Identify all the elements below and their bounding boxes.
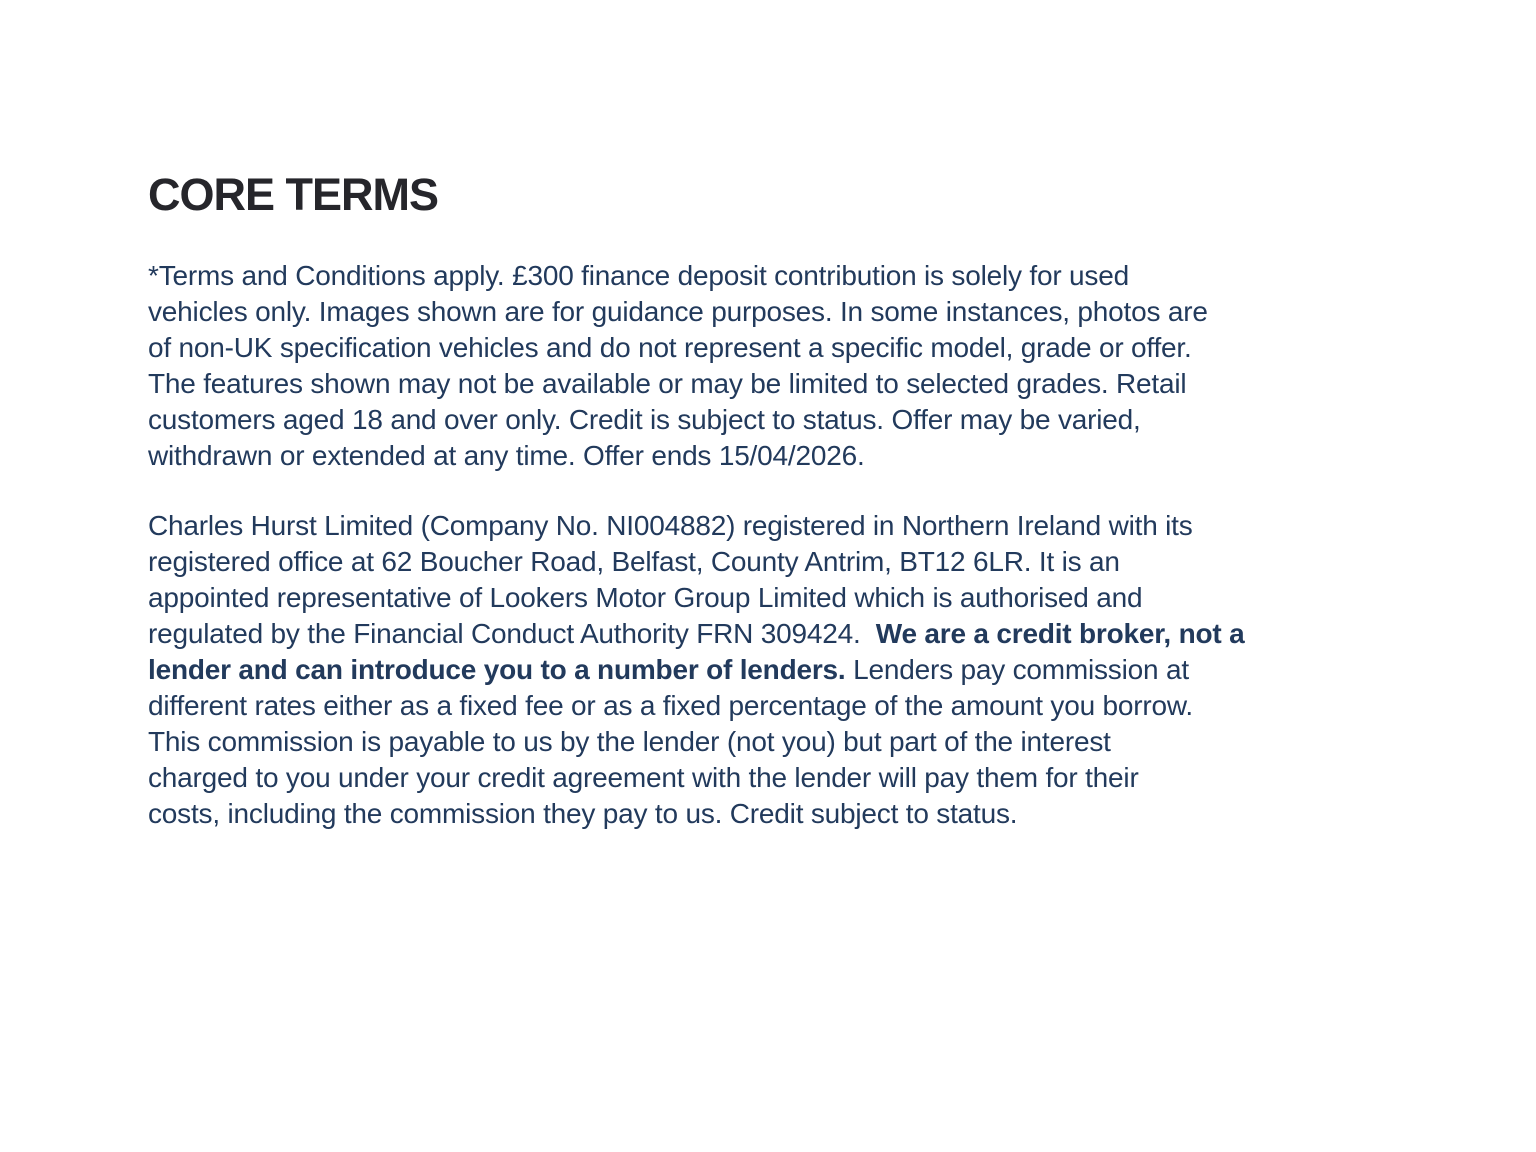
text-line <box>148 724 1438 760</box>
text-line <box>148 760 1438 796</box>
text-line <box>148 544 1438 580</box>
text-segment: registered office at 62 Boucher Road, Belfast, County Antrim, BT12 6LR. It is an <box>148 546 1120 577</box>
page-title: CORE TERMS <box>148 169 439 220</box>
text-line <box>148 616 1438 652</box>
text-line <box>148 508 1438 544</box>
text-segment: Lenders pay commission at <box>845 654 1189 685</box>
terms-paragraph-legal <box>148 508 1438 832</box>
terms-content <box>148 170 1438 832</box>
text-line <box>148 438 1438 474</box>
terms-paragraph-offer <box>148 258 1438 474</box>
text-segment: The features shown may not be available or may be limited to selected grades. Retail <box>148 368 1187 399</box>
text-segment: of non-UK specification vehicles and do not represent a specific model, grade or offer. <box>148 332 1192 363</box>
text-segment: charged to you under your credit agreement with the lender will pay them for their <box>148 762 1139 793</box>
text-segment: regulated by the Financial Conduct Authority FRN 309424. <box>148 618 876 649</box>
text-line <box>148 652 1438 688</box>
text-segment: This commission is payable to us by the lender (not you) but part of the interest <box>148 726 1111 757</box>
text-segment: customers aged 18 and over only. Credit is subject to status. Offer may be varied, <box>148 404 1141 435</box>
text-line <box>148 402 1438 438</box>
text-line <box>148 796 1438 832</box>
text-line <box>148 330 1438 366</box>
bold-text-segment: lender and can introduce you to a number of lenders. <box>148 654 846 685</box>
text-segment: costs, including the commission they pay to us. Credit subject to status. <box>148 798 1018 829</box>
terms-paragraphs <box>148 258 1438 832</box>
text-segment: *Terms and Conditions apply. £300 finance deposit contribution is solely for used <box>148 260 1129 291</box>
text-line <box>148 258 1438 294</box>
bold-text-segment: We are a credit broker, not a <box>875 618 1245 649</box>
text-line <box>148 294 1438 330</box>
text-segment: withdrawn or extended at any time. Offer ends 15/04/2026. <box>148 440 865 471</box>
text-segment: vehicles only. Images shown are for guidance purposes. In some instances, photos are <box>148 296 1208 327</box>
text-line <box>148 580 1438 616</box>
text-segment: different rates either as a fixed fee or as a fixed percentage of the amount you borrow. <box>148 690 1193 721</box>
text-line <box>148 688 1438 724</box>
text-segment: Charles Hurst Limited (Company No. NI004882) registered in Northern Ireland with its <box>148 510 1193 541</box>
text-line <box>148 366 1438 402</box>
text-segment: appointed representative of Lookers Motor Group Limited which is authorised and <box>148 582 1143 613</box>
